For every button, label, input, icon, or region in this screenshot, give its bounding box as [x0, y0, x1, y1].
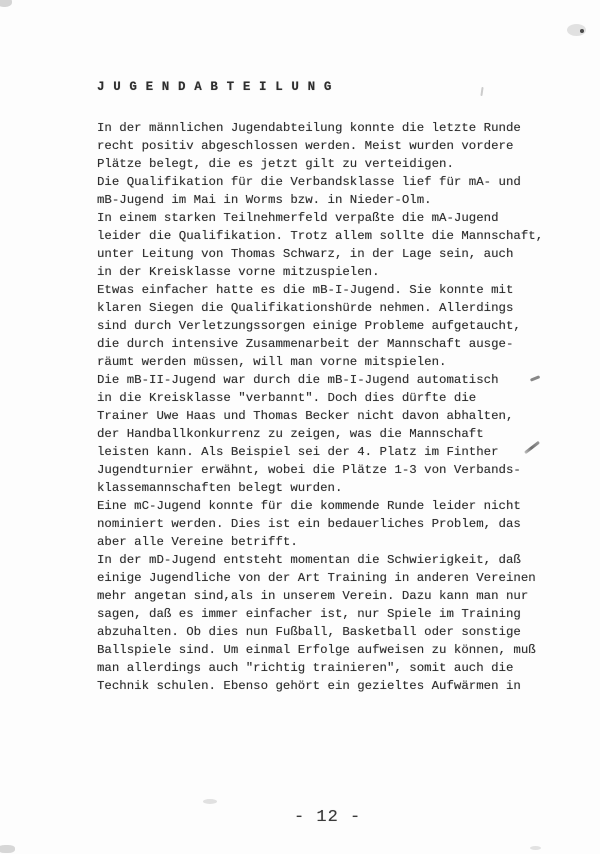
- text-line: Die Qualifikation für die Verbandsklasse lief für mA- und: [97, 175, 521, 189]
- text-line: In einem starken Teilnehmerfeld verpaßte die mA-Jugend: [97, 211, 499, 225]
- page-heading: J U G E N D A B T E I L U N G: [97, 80, 332, 94]
- text-line: mehr angetan sind,als in unserem Verein. Dazu kann man nur: [97, 589, 529, 603]
- text-line: Die mB-II-Jugend war durch die mB-I-Jugend automatisch: [97, 373, 499, 387]
- text-line: Ballspiele sind. Um einmal Erfolge aufweisen zu können, muß: [97, 643, 536, 657]
- text-line: der Handballkonkurrenz zu zeigen, was die Mannschaft: [97, 427, 484, 441]
- scan-speckle: [0, 845, 15, 853]
- text-line: man allerdings auch "richtig trainieren", somit auch die: [97, 661, 514, 675]
- text-line: klaren Siegen die Qualifikationshürde nehmen. Allerdings: [97, 301, 514, 315]
- text-line: recht positiv abgeschlossen werden. Meist wurden vordere: [97, 139, 514, 153]
- scan-speckle: [580, 29, 584, 33]
- text-line: sind durch Verletzungssorgen einige Probleme aufgetaucht,: [97, 319, 521, 333]
- text-line: Jugendturnier erwähnt, wobei die Plätze 1-3 von Verbands-: [97, 463, 521, 477]
- text-line: in die Kreisklasse "verbannt". Doch dies dürfte die: [97, 391, 477, 405]
- text-line: mB-Jugend im Mai in Worms bzw. in Nieder-Olm.: [97, 193, 432, 207]
- scan-speckle: [0, 0, 12, 7]
- body-text: [97, 119, 543, 695]
- text-line: die durch intensive Zusammenarbeit der Mannschaft ausge-: [97, 337, 514, 351]
- text-line: Technik schulen. Ebenso gehört ein gezieltes Aufwärmen in: [97, 679, 521, 693]
- text-line: aber alle Vereine betrifft.: [97, 535, 298, 549]
- scan-speckle: [567, 24, 586, 36]
- text-line: abzuhalten. Ob dies nun Fußball, Basketball oder sonstige: [97, 625, 521, 639]
- text-line: einige Jugendliche von der Art Training in anderen Vereinen: [97, 571, 536, 585]
- text-line: Trainer Uwe Haas und Thomas Becker nicht davon abhalten,: [97, 409, 514, 423]
- text-line: nominiert werden. Dies ist ein bedauerliches Problem, das: [97, 517, 521, 531]
- scan-speckle: [203, 799, 217, 804]
- text-line: leider die Qualifikation. Trotz allem sollte die Mannschaft,: [97, 229, 544, 243]
- text-line: klassemannschaften belegt wurden.: [97, 481, 343, 495]
- text-line: Etwas einfacher hatte es die mB-I-Jugend. Sie konnte mit: [97, 283, 514, 297]
- text-line: Eine mC-Jugend konnte für die kommende Runde leider nicht: [97, 499, 521, 513]
- text-line: In der männlichen Jugendabteilung konnte die letzte Runde: [97, 121, 521, 135]
- scan-speckle: [530, 846, 541, 850]
- text-line: Plätze belegt, die es jetzt gilt zu verteidigen.: [97, 157, 454, 171]
- text-line: leisten kann. Als Beispiel sei der 4. Platz im Finther: [97, 445, 499, 459]
- text-line: unter Leitung von Thomas Schwarz, in der Lage sein, auch: [97, 247, 514, 261]
- text-line: räumt werden müssen, will man vorne mitspielen.: [97, 355, 447, 369]
- text-line: in der Kreisklasse vorne mitzuspielen.: [97, 265, 380, 279]
- page-number: - 12 -: [294, 808, 362, 827]
- text-line: sagen, daß es immer einfacher ist, nur Spiele im Training: [97, 607, 521, 621]
- text-line: In der mD-Jugend entsteht momentan die Schwierigkeit, daß: [97, 553, 521, 567]
- scan-speckle: [480, 87, 483, 96]
